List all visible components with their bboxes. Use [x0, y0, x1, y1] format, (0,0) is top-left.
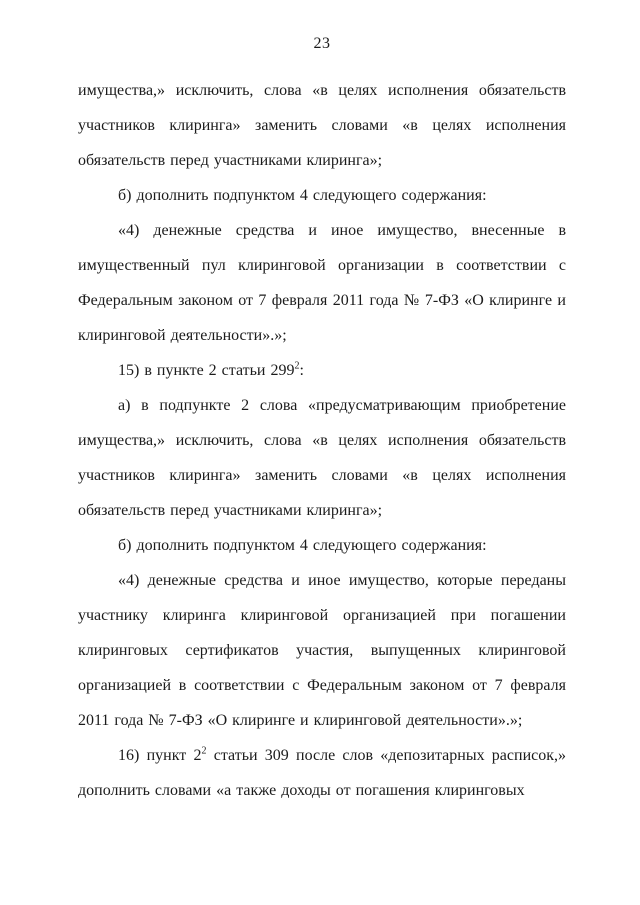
paragraph-item-b-add-subitem-4: б) дополнить подпунктом 4 следующего содержания:: [118, 187, 487, 204]
paragraph-item-15: 15) в пункте 2 статьи $299^2$:: [118, 360, 304, 379]
paragraph-item-15b: б) дополнить подпунктом 4 следующего содержания:: [118, 537, 487, 554]
paragraph-item-15a: а) в подпункте 2 слова «предусматривающим приобретение имущества,» исключить, слова «в целях исполнения обязательств участников клиринга» заменить словами «в целях исполнения обязательств перед участниками клиринга»;: [78, 397, 566, 519]
superscript: 2: [201, 745, 207, 757]
paragraph-amendment-14a-continued: имущества,» исключить, слова «в целях исполнения обязательств участников клиринга» заменить словами «в целях исполнения обязательств перед участниками клиринга»;: [78, 82, 566, 169]
superscript: 2: [294, 360, 300, 372]
document-body: [78, 73, 566, 808]
page-number: 23: [313, 35, 331, 52]
paragraph-subitem-4-text: «4) денежные средства и иное имущество, внесенные в имущественный пул клиринговой организации в соответствии с Федеральным законом от 7 февраля 2011 года № 7-ФЗ «О клиринге и клиринговой деятельности».»;: [78, 222, 566, 344]
paragraph-item-15b-subitem-4-text: «4) денежные средства и иное имущество, которые переданы участнику клиринга клиринговой организацией при погашении клиринговых сертификатов участия, выпущенных клиринговой организацией в соответствии с Федеральным законом от 7 февраля 2011 года № 7-ФЗ «О клиринге и клиринговой деятельности».»;: [78, 572, 566, 729]
paragraph-item-16: 16) пункт $2^2$ статьи 309 после слов «депозитарных расписок,» дополнить словами «а также доходы от погашения клиринговых: [78, 745, 566, 799]
